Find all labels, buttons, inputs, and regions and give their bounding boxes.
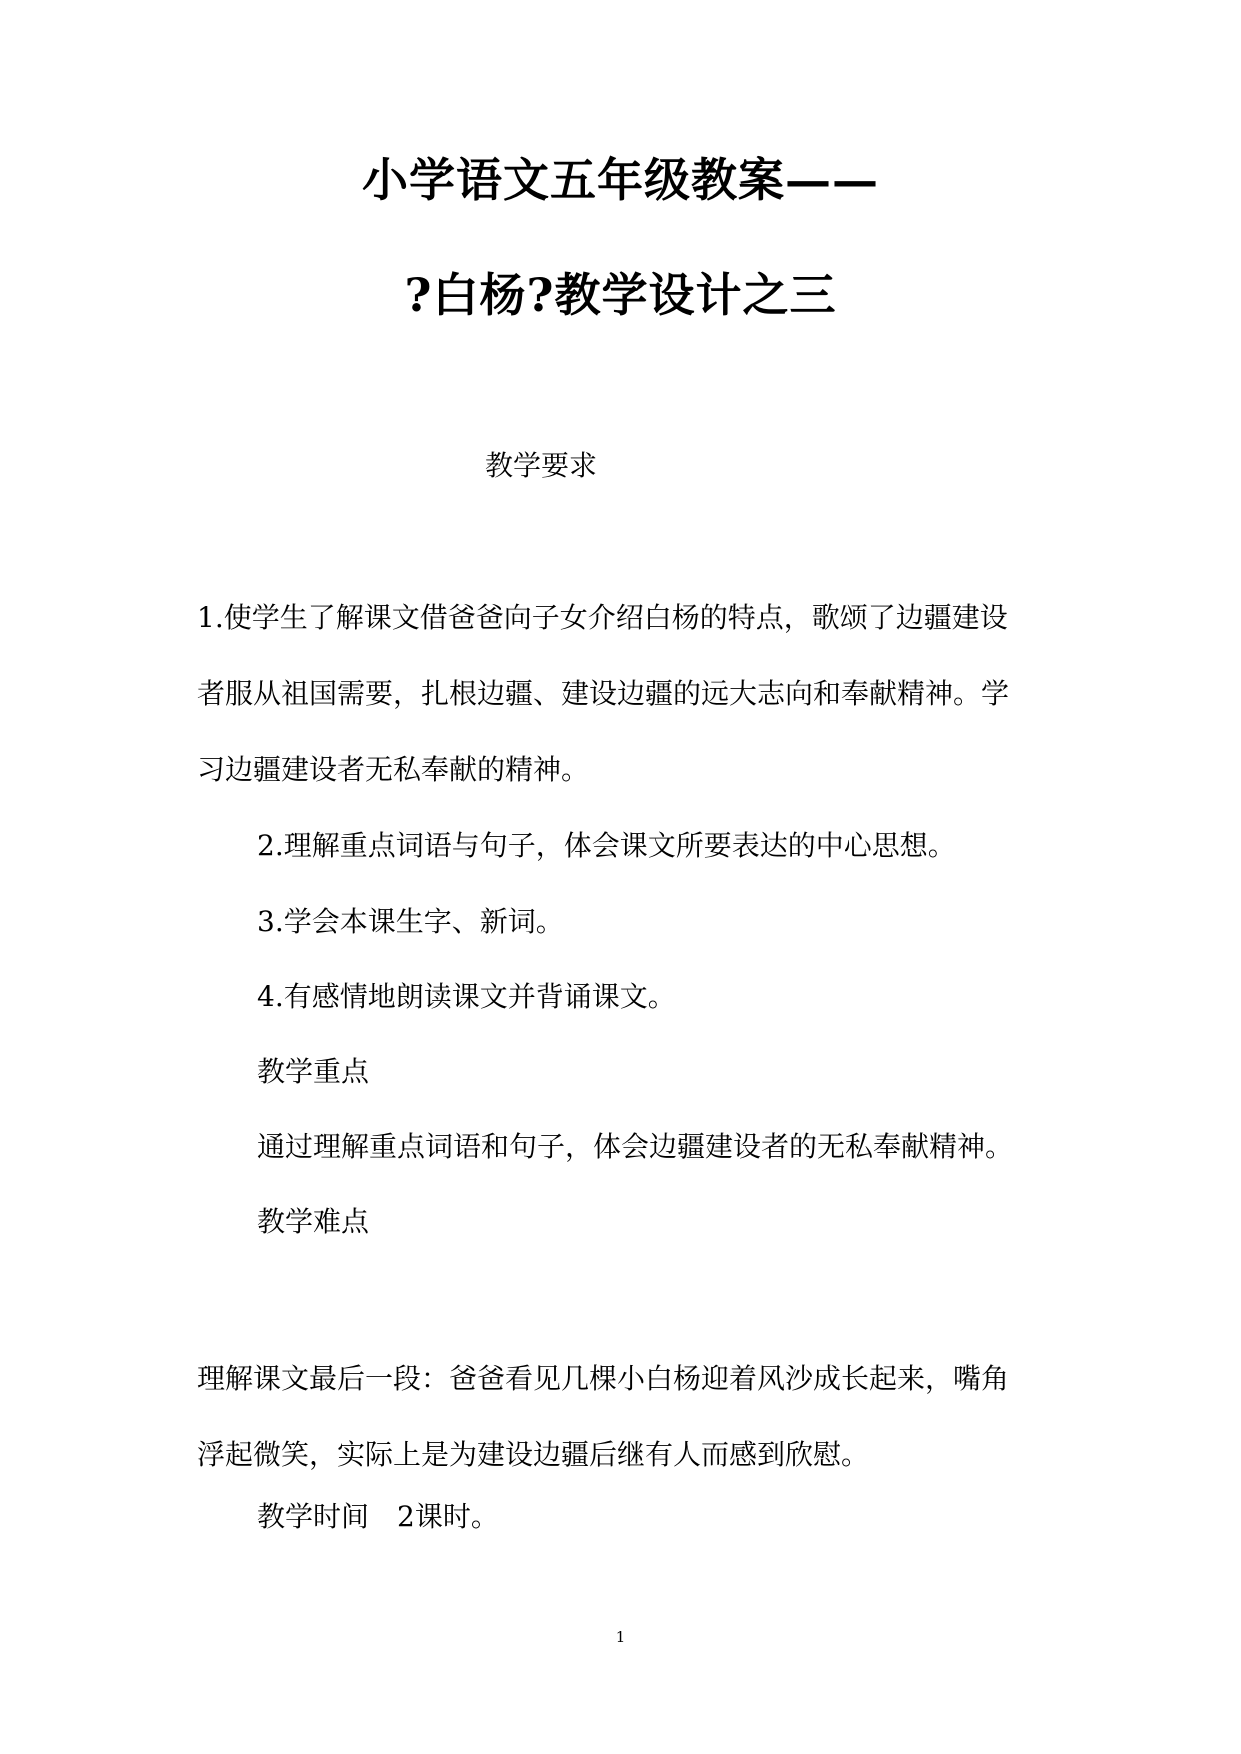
requirement-1-line: 1.使学生了解课文借爸爸向子女介绍白杨的特点，歌颂了边疆建设 [197, 601, 1008, 634]
section-heading-difficulties: 教学难点 [257, 1205, 370, 1238]
document-title-line-1: 小学语文五年级教案—— [362, 153, 879, 207]
difficulties-line: 浮起微笑，实际上是为建设边疆后继有人而感到欣慰。 [197, 1438, 870, 1471]
requirement-4: 4.有感情地朗读课文并背诵课文。 [257, 980, 676, 1013]
requirement-1-paragraph [197, 580, 1057, 808]
page-number: 1 [615, 1628, 626, 1646]
requirement-2: 2.理解重点词语与句子，体会课文所要表达的中心思想。 [257, 829, 956, 862]
key-points-text: 通过理解重点词语和句子，体会边疆建设者的无私奉献精神。 [257, 1130, 1014, 1163]
difficulties-line: 理解课文最后一段：爸爸看见几棵小白杨迎着风沙成长起来，嘴角 [197, 1362, 1010, 1395]
teaching-time: 教学时间 2课时。 [257, 1500, 499, 1533]
difficulties-paragraph [197, 1341, 1057, 1493]
section-heading-key-points: 教学重点 [257, 1055, 370, 1088]
requirement-1-line: 者服从祖国需要，扎根边疆、建设边疆的远大志向和奉献精神。学 [197, 677, 1010, 710]
requirement-1-line: 习边疆建设者无私奉献的精神。 [197, 753, 590, 786]
requirement-3: 3.学会本课生字、新词。 [257, 905, 564, 938]
section-heading-requirements: 教学要求 [485, 449, 598, 482]
document-title-line-2: ?白杨?教学设计之三 [404, 268, 837, 322]
